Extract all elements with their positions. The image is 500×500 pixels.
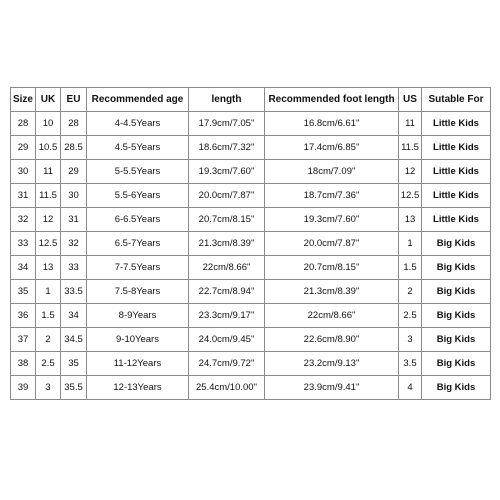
cell-eu: 33 (61, 256, 87, 280)
cell-us: 4 (399, 376, 422, 400)
cell-eu: 34.5 (61, 328, 87, 352)
cell-uk: 1.5 (36, 304, 61, 328)
cell-eu: 29 (61, 160, 87, 184)
cell-size: 33 (11, 232, 36, 256)
table-row (11, 304, 491, 328)
table-body (11, 112, 491, 400)
cell-sutable-for: Big Kids (422, 280, 491, 304)
cell-recommended-age: 7-7.5Years (87, 256, 189, 280)
cell-recommended-foot-length: 19.3cm/7.60" (265, 208, 399, 232)
cell-recommended-foot-length: 16.8cm/6.61" (265, 112, 399, 136)
cell-recommended-foot-length: 23.9cm/9.41" (265, 376, 399, 400)
cell-us: 1 (399, 232, 422, 256)
cell-recommended-foot-length: 20.0cm/7.87" (265, 232, 399, 256)
cell-recommended-age: 4.5-5Years (87, 136, 189, 160)
cell-us: 2 (399, 280, 422, 304)
cell-recommended-age: 5-5.5Years (87, 160, 189, 184)
cell-eu: 35 (61, 352, 87, 376)
cell-uk: 2.5 (36, 352, 61, 376)
table-row (11, 136, 491, 160)
cell-recommended-age: 8-9Years (87, 304, 189, 328)
cell-sutable-for: Little Kids (422, 208, 491, 232)
cell-us: 2.5 (399, 304, 422, 328)
column-header-size: Size (11, 88, 36, 112)
cell-us: 1.5 (399, 256, 422, 280)
cell-length: 23.3cm/9.17" (189, 304, 265, 328)
cell-recommended-age: 9-10Years (87, 328, 189, 352)
table-row (11, 328, 491, 352)
cell-uk: 13 (36, 256, 61, 280)
table-row (11, 376, 491, 400)
cell-recommended-age: 7.5-8Years (87, 280, 189, 304)
cell-length: 22.7cm/8.94" (189, 280, 265, 304)
cell-eu: 34 (61, 304, 87, 328)
cell-size: 31 (11, 184, 36, 208)
cell-recommended-foot-length: 22.6cm/8.90" (265, 328, 399, 352)
cell-us: 11 (399, 112, 422, 136)
cell-uk: 11.5 (36, 184, 61, 208)
cell-size: 28 (11, 112, 36, 136)
table-header (11, 88, 491, 112)
table-row (11, 160, 491, 184)
cell-sutable-for: Big Kids (422, 376, 491, 400)
cell-eu: 33.5 (61, 280, 87, 304)
table-row (11, 184, 491, 208)
cell-uk: 1 (36, 280, 61, 304)
cell-size: 38 (11, 352, 36, 376)
column-header-recommended-foot-length: Recommended foot length (265, 88, 399, 112)
cell-us: 11.5 (399, 136, 422, 160)
cell-sutable-for: Little Kids (422, 112, 491, 136)
cell-eu: 28.5 (61, 136, 87, 160)
cell-recommended-age: 5.5-6Years (87, 184, 189, 208)
cell-uk: 3 (36, 376, 61, 400)
cell-length: 21.3cm/8.39" (189, 232, 265, 256)
cell-length: 25.4cm/10.00" (189, 376, 265, 400)
cell-size: 32 (11, 208, 36, 232)
cell-size: 39 (11, 376, 36, 400)
cell-eu: 28 (61, 112, 87, 136)
cell-us: 13 (399, 208, 422, 232)
cell-sutable-for: Big Kids (422, 256, 491, 280)
cell-uk: 12 (36, 208, 61, 232)
cell-recommended-foot-length: 17.4cm/6.85" (265, 136, 399, 160)
cell-recommended-foot-length: 20.7cm/8.15" (265, 256, 399, 280)
cell-eu: 31 (61, 208, 87, 232)
header-row (11, 88, 491, 112)
cell-us: 12 (399, 160, 422, 184)
column-header-recommended-age: Recommended age (87, 88, 189, 112)
table-row (11, 112, 491, 136)
table-row (11, 232, 491, 256)
cell-length: 19.3cm/7.60" (189, 160, 265, 184)
cell-us: 12.5 (399, 184, 422, 208)
cell-sutable-for: Little Kids (422, 136, 491, 160)
column-header-length: length (189, 88, 265, 112)
cell-sutable-for: Little Kids (422, 160, 491, 184)
cell-sutable-for: Big Kids (422, 232, 491, 256)
cell-recommended-foot-length: 21.3cm/8.39" (265, 280, 399, 304)
cell-eu: 32 (61, 232, 87, 256)
cell-uk: 2 (36, 328, 61, 352)
cell-size: 36 (11, 304, 36, 328)
cell-size: 30 (11, 160, 36, 184)
cell-recommended-foot-length: 23.2cm/9.13" (265, 352, 399, 376)
cell-size: 35 (11, 280, 36, 304)
column-header-sutable-for: Sutable For (422, 88, 491, 112)
cell-us: 3.5 (399, 352, 422, 376)
cell-length: 18.6cm/7.32" (189, 136, 265, 160)
cell-eu: 30 (61, 184, 87, 208)
cell-sutable-for: Little Kids (422, 184, 491, 208)
table-row (11, 352, 491, 376)
cell-recommended-foot-length: 18.7cm/7.36" (265, 184, 399, 208)
cell-us: 3 (399, 328, 422, 352)
cell-recommended-foot-length: 22cm/8.66" (265, 304, 399, 328)
column-header-uk: UK (36, 88, 61, 112)
cell-size: 34 (11, 256, 36, 280)
cell-uk: 12.5 (36, 232, 61, 256)
cell-length: 22cm/8.66" (189, 256, 265, 280)
cell-sutable-for: Big Kids (422, 328, 491, 352)
table-row (11, 256, 491, 280)
cell-recommended-age: 6.5-7Years (87, 232, 189, 256)
size-chart-table (10, 87, 491, 400)
cell-recommended-age: 12-13Years (87, 376, 189, 400)
table-row (11, 208, 491, 232)
cell-size: 29 (11, 136, 36, 160)
cell-length: 24.0cm/9.45" (189, 328, 265, 352)
cell-recommended-age: 6-6.5Years (87, 208, 189, 232)
cell-uk: 10 (36, 112, 61, 136)
cell-recommended-age: 4-4.5Years (87, 112, 189, 136)
cell-size: 37 (11, 328, 36, 352)
table-row (11, 280, 491, 304)
cell-sutable-for: Big Kids (422, 304, 491, 328)
cell-length: 20.7cm/8.15" (189, 208, 265, 232)
column-header-us: US (399, 88, 422, 112)
cell-recommended-age: 11-12Years (87, 352, 189, 376)
cell-length: 24.7cm/9.72" (189, 352, 265, 376)
cell-length: 20.0cm/7.87" (189, 184, 265, 208)
cell-uk: 11 (36, 160, 61, 184)
cell-sutable-for: Big Kids (422, 352, 491, 376)
column-header-eu: EU (61, 88, 87, 112)
cell-length: 17.9cm/7.05" (189, 112, 265, 136)
cell-uk: 10.5 (36, 136, 61, 160)
cell-eu: 35.5 (61, 376, 87, 400)
cell-recommended-foot-length: 18cm/7.09" (265, 160, 399, 184)
